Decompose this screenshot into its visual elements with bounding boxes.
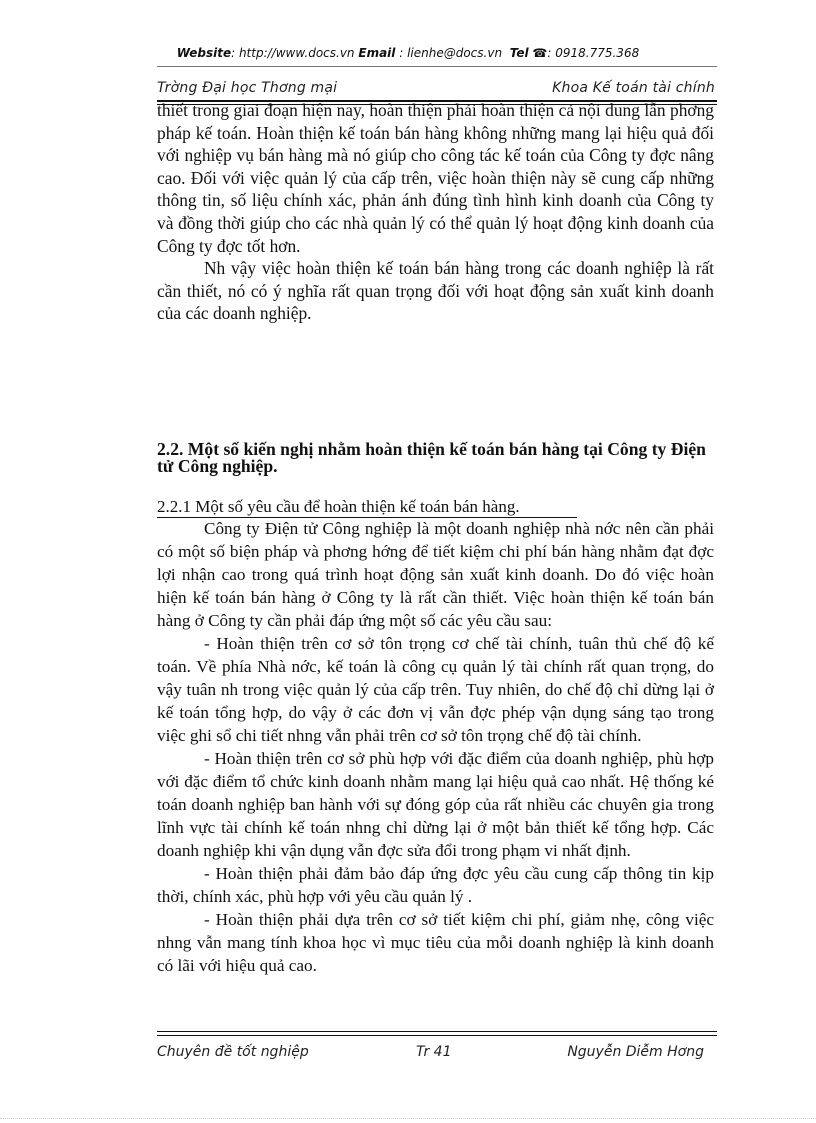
footer-divider-top: [157, 1031, 717, 1032]
main-content: [157, 517, 714, 977]
header-faculty: Khoa Kế toán tài chính: [552, 80, 715, 96]
email-label: Email: [358, 46, 396, 60]
page-bottom-border: [0, 1118, 816, 1119]
footer-divider-bottom: [157, 1035, 717, 1036]
requirement-item: - Hoàn thiện phải dựa trên cơ sở tiết kiệm chi phí, giảm nhẹ, công việc nhng vẫn mang tính khoa học vì mục tiêu của mỗi doanh nghiệp là kinh doanh có lãi với hiệu quả cao.: [157, 910, 714, 975]
email-value[interactable]: : lienhe@docs.vn: [395, 46, 503, 60]
intro-content: [157, 99, 714, 325]
header-university: Trờng Đại học Thơng mại: [157, 80, 338, 96]
requirement-item: - Hoàn thiện trên cơ sở tôn trọng cơ chế tài chính, tuân thủ chế độ kế toán. Về phía Nhà nớc, kế toán là công cụ quản lý tài chính rất quan trọng, do vậy tuân nh trong việc quản lý của cấp trên. Tuy nhiên, do chế độ chỉ dừng lại ở kế toán tổng hợp, do vậy ở các đơn vị vẫn đợc phép vận dụng sáng tạo trong việc ghi sổ chi tiết nhng vẫn phải trên cơ sở tôn trọng chế độ tài chính.: [157, 634, 714, 745]
tel-label: Tel: [509, 46, 529, 60]
section-heading: 2.2. Một số kiến nghị nhằm hoàn thiện kế toán bán hàng tại Công ty Điện tử Công nghiệp.: [157, 439, 706, 476]
paragraph: Công ty Điện tử Công nghiệp là một doanh nghiệp nhà nớc nên cần phải có một số biện pháp và phơng hớng để tiết kiệm chi phí bán hàng nhằm đạt đợc lợi nhận cao trong quá trình hoạt động sản xuất kinh doanh. Do đó việc hoàn hiện kế toán bán hàng ở Công ty là rất cần thiết. Việc hoàn thiện kế toán bán hàng ở Công ty cần phải đáp ứng một số các yêu cầu sau:: [157, 519, 714, 630]
website-label: Website: [176, 46, 232, 60]
requirement-item: - Hoàn thiện trên cơ sở phù hợp với đặc điểm của doanh nghiệp, phù hợp với đặc điểm tổ chức kinh doanh nhằm mang lại hiệu quả cao nhất. Hệ thống ké toán doanh nghiệp ban hành với sự đóng góp của rất nhiều các chuyên gia trong lĩnh vực tài chính kế toán nhng chỉ dừng lại ở một bản thiết kế tổng hợp. Các doanh nghiệp khi vận dụng vẫn đợc sửa đổi trong phạm vi nhất định.: [157, 749, 714, 860]
footer-author: Nguyễn Diễm Hơng: [567, 1044, 704, 1060]
website-value[interactable]: : http://www.docs.vn: [231, 46, 355, 60]
paragraph-continued: thiết trong giai đoạn hiện nay, hoàn thiện phải hoàn thiện cả nội dung lẫn phơng pháp kế toán. Hoàn thiện kế toán bán hàng không những mang lại hiệu quả đối với nghiệp vụ bán hàng mà nó giúp cho công tác kế toán của Công ty đợc nâng cao. Đối với việc quản lý của cấp trên, việc hoàn thiện này sẽ cung cấp những thông tin, số liệu chính xác, phản ánh đúng tình hình kinh doanh của Công ty và đồng thời giúp cho các nhà quản lý có thể quản lý hoạt động kinh doanh của Công ty đợc tốt hơn.: [157, 100, 714, 256]
footer-thesis-label: Chuyên đề tốt nghiệp: [157, 1044, 309, 1060]
phone-icon: ☎: [532, 46, 548, 60]
requirement-item: - Hoàn thiện phải đảm bảo đáp ứng đợc yêu cầu cung cấp thông tin kịp thời, chính xác, phù hợp với yêu cầu quản lý .: [157, 864, 714, 906]
paragraph: Nh vậy việc hoàn thiện kế toán bán hàng trong các doanh nghiệp là rất cần thiết, nó có ý nghĩa rất quan trọng đối với hoạt động sản xuất kinh doanh của các doanh nghiệp.: [157, 258, 714, 324]
subsection-heading: 2.2.1 Một số yêu cầu để hoàn thiện kế toán bán hàng.: [157, 497, 577, 518]
website-bar: [0, 46, 816, 60]
page-number: Tr 41: [416, 1044, 452, 1060]
tel-value: : 0918.775.368: [547, 46, 640, 60]
website-divider: [157, 66, 717, 67]
